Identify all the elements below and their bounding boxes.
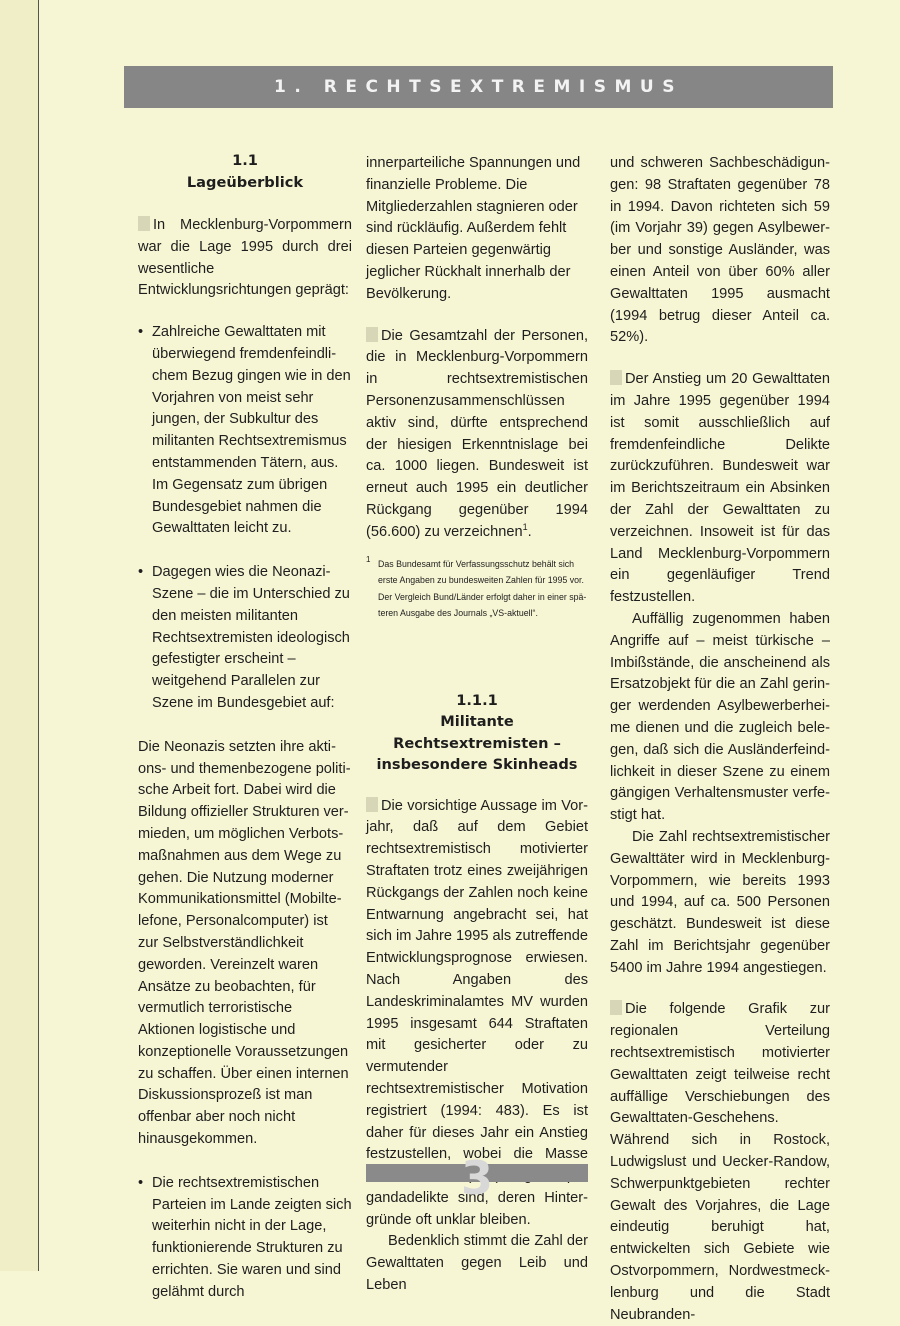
column-1: [138, 150, 352, 1304]
subsection-heading: [366, 690, 588, 776]
column-2: [366, 153, 588, 1297]
bullet-icon: •: [138, 564, 144, 581]
violence-paragraph: Bedenklich stimmt die Zahl der Gewalttaten gegen Leib und Leben: [366, 1233, 588, 1294]
paragraph-marker: [610, 370, 622, 385]
increase-text: Der Anstieg um 20 Gewalttaten im Jahre 1995 gegenüber 1994 ist somit ausschließlich auf fremdenfeindliche Delikte zurückzuführen. Bundesweit war im Berichtszeitraum ein Absinken der Zahl der Gewalttaten zu verzeichnen. Insoweit ist für das Land Mecklenburg-Vorpommern ein gegenläufiger Trend festzustellen.: [610, 371, 830, 606]
bullet-text: Zahlreiche Gewalttaten mit überwiegend fremdenfeindlichem Bezug gingen wie in den Vorjahren von meist sehr jungen, der Subkultur des militanten Rechtsextremismus entstammenden Tätern, aus. Im Gegensatz zum übrigen Bundesgebiet nahmen die Gewalttaten leicht zu.: [152, 324, 351, 537]
paragraph-marker: [138, 216, 150, 231]
subsection-title: Militante Rechtsextremisten – insbesondere Skinheads: [376, 713, 578, 774]
attacks-paragraph: Auffällig zugenommen haben Angriffe auf – meist türkische – Imbißstände, die anscheinend als Ersatzobjekt für die an Zahl geringer werdenden Asylbewerberheime dienen und die zugleich belegen, daß sich die Ausländerfeindlichkeit in dieser Szene zu einem gängigen Verhaltensmuster verfestigt hat.: [610, 610, 830, 824]
page-left-edge: [0, 0, 39, 1271]
paragraph-marker: [366, 327, 378, 342]
page-number: 3: [460, 1151, 493, 1205]
persons-paragraph: Die Gesamtzahl der Personen, die in Mecklenburg-Vorpommern in rechtsextremistischen Personenzusammenschlüssen aktiv sind, dürfte entsprechend der hiesigen Erkenntnislage bei ca. 1000 liegen. Bundesweit ist erneut auch 1995 ein deutlicher Rückgang gegenüber 1994 (56.600) zu verzeichnen$^1$.: [366, 327, 588, 540]
skinheads-text: Die vorsichtige Aussage im Vorjahr, daß auf dem Gebiet rechtsextremistisch motivierter Straftaten trotz eines zweijährigen Rückgangs der Zahlen noch keine Entwarnung angebracht sei, hat sich im Jahre 1995 als zutreffende Entwicklungsprognose erwiesen. Nach Angaben des Landeskriminalamtes MV wurden 1995 insgesamt 644 Straftaten mit gesicherter oder zu vermutender rechtsextremistischer Motivation registriert (1994: 483). Es ist daher für dieses Jahr ein Anstieg festzustellen, wobei die Masse andadelikte sind, deren Hintergründe oft unklar bleiben.: [366, 797, 589, 1228]
bullet-item: [138, 1173, 352, 1304]
footnote-reference: 1: [522, 521, 528, 532]
bullet-text: Die rechtsextremistischen Parteien im Lande zeigten sich weiterhin nicht in der Lage, funktionierende Strukturen zu errichten. Sie waren und sind gelähmt durch: [152, 1174, 352, 1300]
intro-paragraph: [138, 215, 352, 302]
column-3: [610, 153, 830, 1326]
increase-paragraph: [610, 369, 830, 609]
paragraph-marker: [366, 797, 378, 812]
chapter-header: 1. RECHTSEXTREMISMUS: [124, 66, 833, 108]
footnote-mark: 1: [366, 554, 371, 564]
bullet-icon: •: [138, 324, 144, 341]
bullet-text: Dagegen wies die Neonazi-Szene – die im Unterschied zu den meisten militanten Rechtsextremisten ideologisch gefestigter erscheint – weitgehend Parallelen zur Szene im Bundesgebiet auf:: [152, 564, 350, 711]
neonazi-paragraph: Die Neonazis setzten ihre aktions- und themenbezogene politische Arbeit fort. Dabei wird die Bildung offizieller Strukturen vermieden, um möglichen Verbotsmaßnahmen aus dem Wege zu gehen. Die Nutzung moderner Kommunikationsmittel (Mobiltelefone, Personalcomputer) ist zur Selbstverständlichkeit geworden. Vereinzelt waren Ansätze zu beobachten, für vermutlich terroristische Aktionen logistische und konzeptionelle Voraussetzungen zu schaffen. Über einen internen Diskussionsprozeß ist man offenbar aber noch nicht hinausgekommen.: [138, 738, 351, 1148]
offenders-paragraph: Die Zahl rechtsextremistischer Gewalttäter wird in Mecklenburg-Vorpommern, wie bereits 1993 und 1994, auf ca. 500 Personen geschätzt. Bundesweit ist diese Zahl im Berichtsjahr gegenüber 5400 im Jahre 1994 angestiegen.: [610, 828, 830, 976]
bullet-item: [138, 562, 352, 715]
graphic-text: Die folgende Grafik zur regionalen Verteilung rechtsextremistisch motivierter Gewalttaten zeigt teilweise recht auffällige Verschiebungen des Gewalttaten-Geschehens. Während sich in Rostock, Ludwigslust und Uecker-Randow, Schwerpunktgebieten rechter Gewalt des Vorjahres, die Lage eindeutig beruhigt hat, entwickelten sich Gebiete wie Ostvorpommern, Nordwestmecklenburg und die Stadt Neubranden-: [610, 1001, 830, 1323]
section-number: 1.1: [232, 152, 258, 169]
graphic-paragraph: [610, 999, 830, 1326]
paragraph-marker: [610, 1000, 622, 1015]
intro-text: In Mecklenburg-Vorpommern war die Lage 1995 durch drei wesentliche Entwicklungsrichtungen geprägt:: [138, 217, 352, 299]
footnote-text: Das Bundesamt für Verfassungsschutz behält sich erste Angaben zu bundesweiten Zahlen für 1995 vor. Der Vergleich Bund/Länder erfolgt daher in einer späteren Ausgabe des Journals „VS-aktuell“.: [378, 558, 587, 619]
bullet-icon: •: [138, 1174, 144, 1191]
section-heading: [138, 150, 352, 193]
violence-continuation: und schweren Sachbeschädigungen: 98 Straftaten gegenüber 78 in 1994. Davon richteten sich 59 (im Vorjahr 39) gegen Asylbewerber und sonstige Ausländer, was einen Anteil von über 60% aller Gewalttaten 1995 ausmacht (1994 betrug dieser Anteil ca. 52%).: [610, 155, 830, 346]
bullet-continuation: innerparteiliche Spannungen und finanzielle Probleme. Die Mitgliederzahlen stagnieren oder sind rückläufig. Außerdem fehlt diesen Parteien gegenwärtig jeglicher Rückhalt innerhalb der Bevölkerung.: [366, 155, 581, 302]
section-title: Lageüberblick: [186, 173, 304, 191]
bullet-item: [138, 322, 352, 540]
persons-text: Die Gesamtzahl der Personen, die in Mecklenburg-Vorpommern in rechtsextremistischen Personenzusammenschlüssen aktiv sind, dürfte entsprechend der hiesigen Erkenntnislage bei ca. 1000 liegen. Bundesweit ist erneut auch 1995 ein deutlicher Rückgang gegenüber 1994 (56.600) zu verzeichnen: [366, 327, 588, 540]
footnote: [366, 556, 588, 622]
subsection-number: 1.1.1: [456, 691, 498, 709]
